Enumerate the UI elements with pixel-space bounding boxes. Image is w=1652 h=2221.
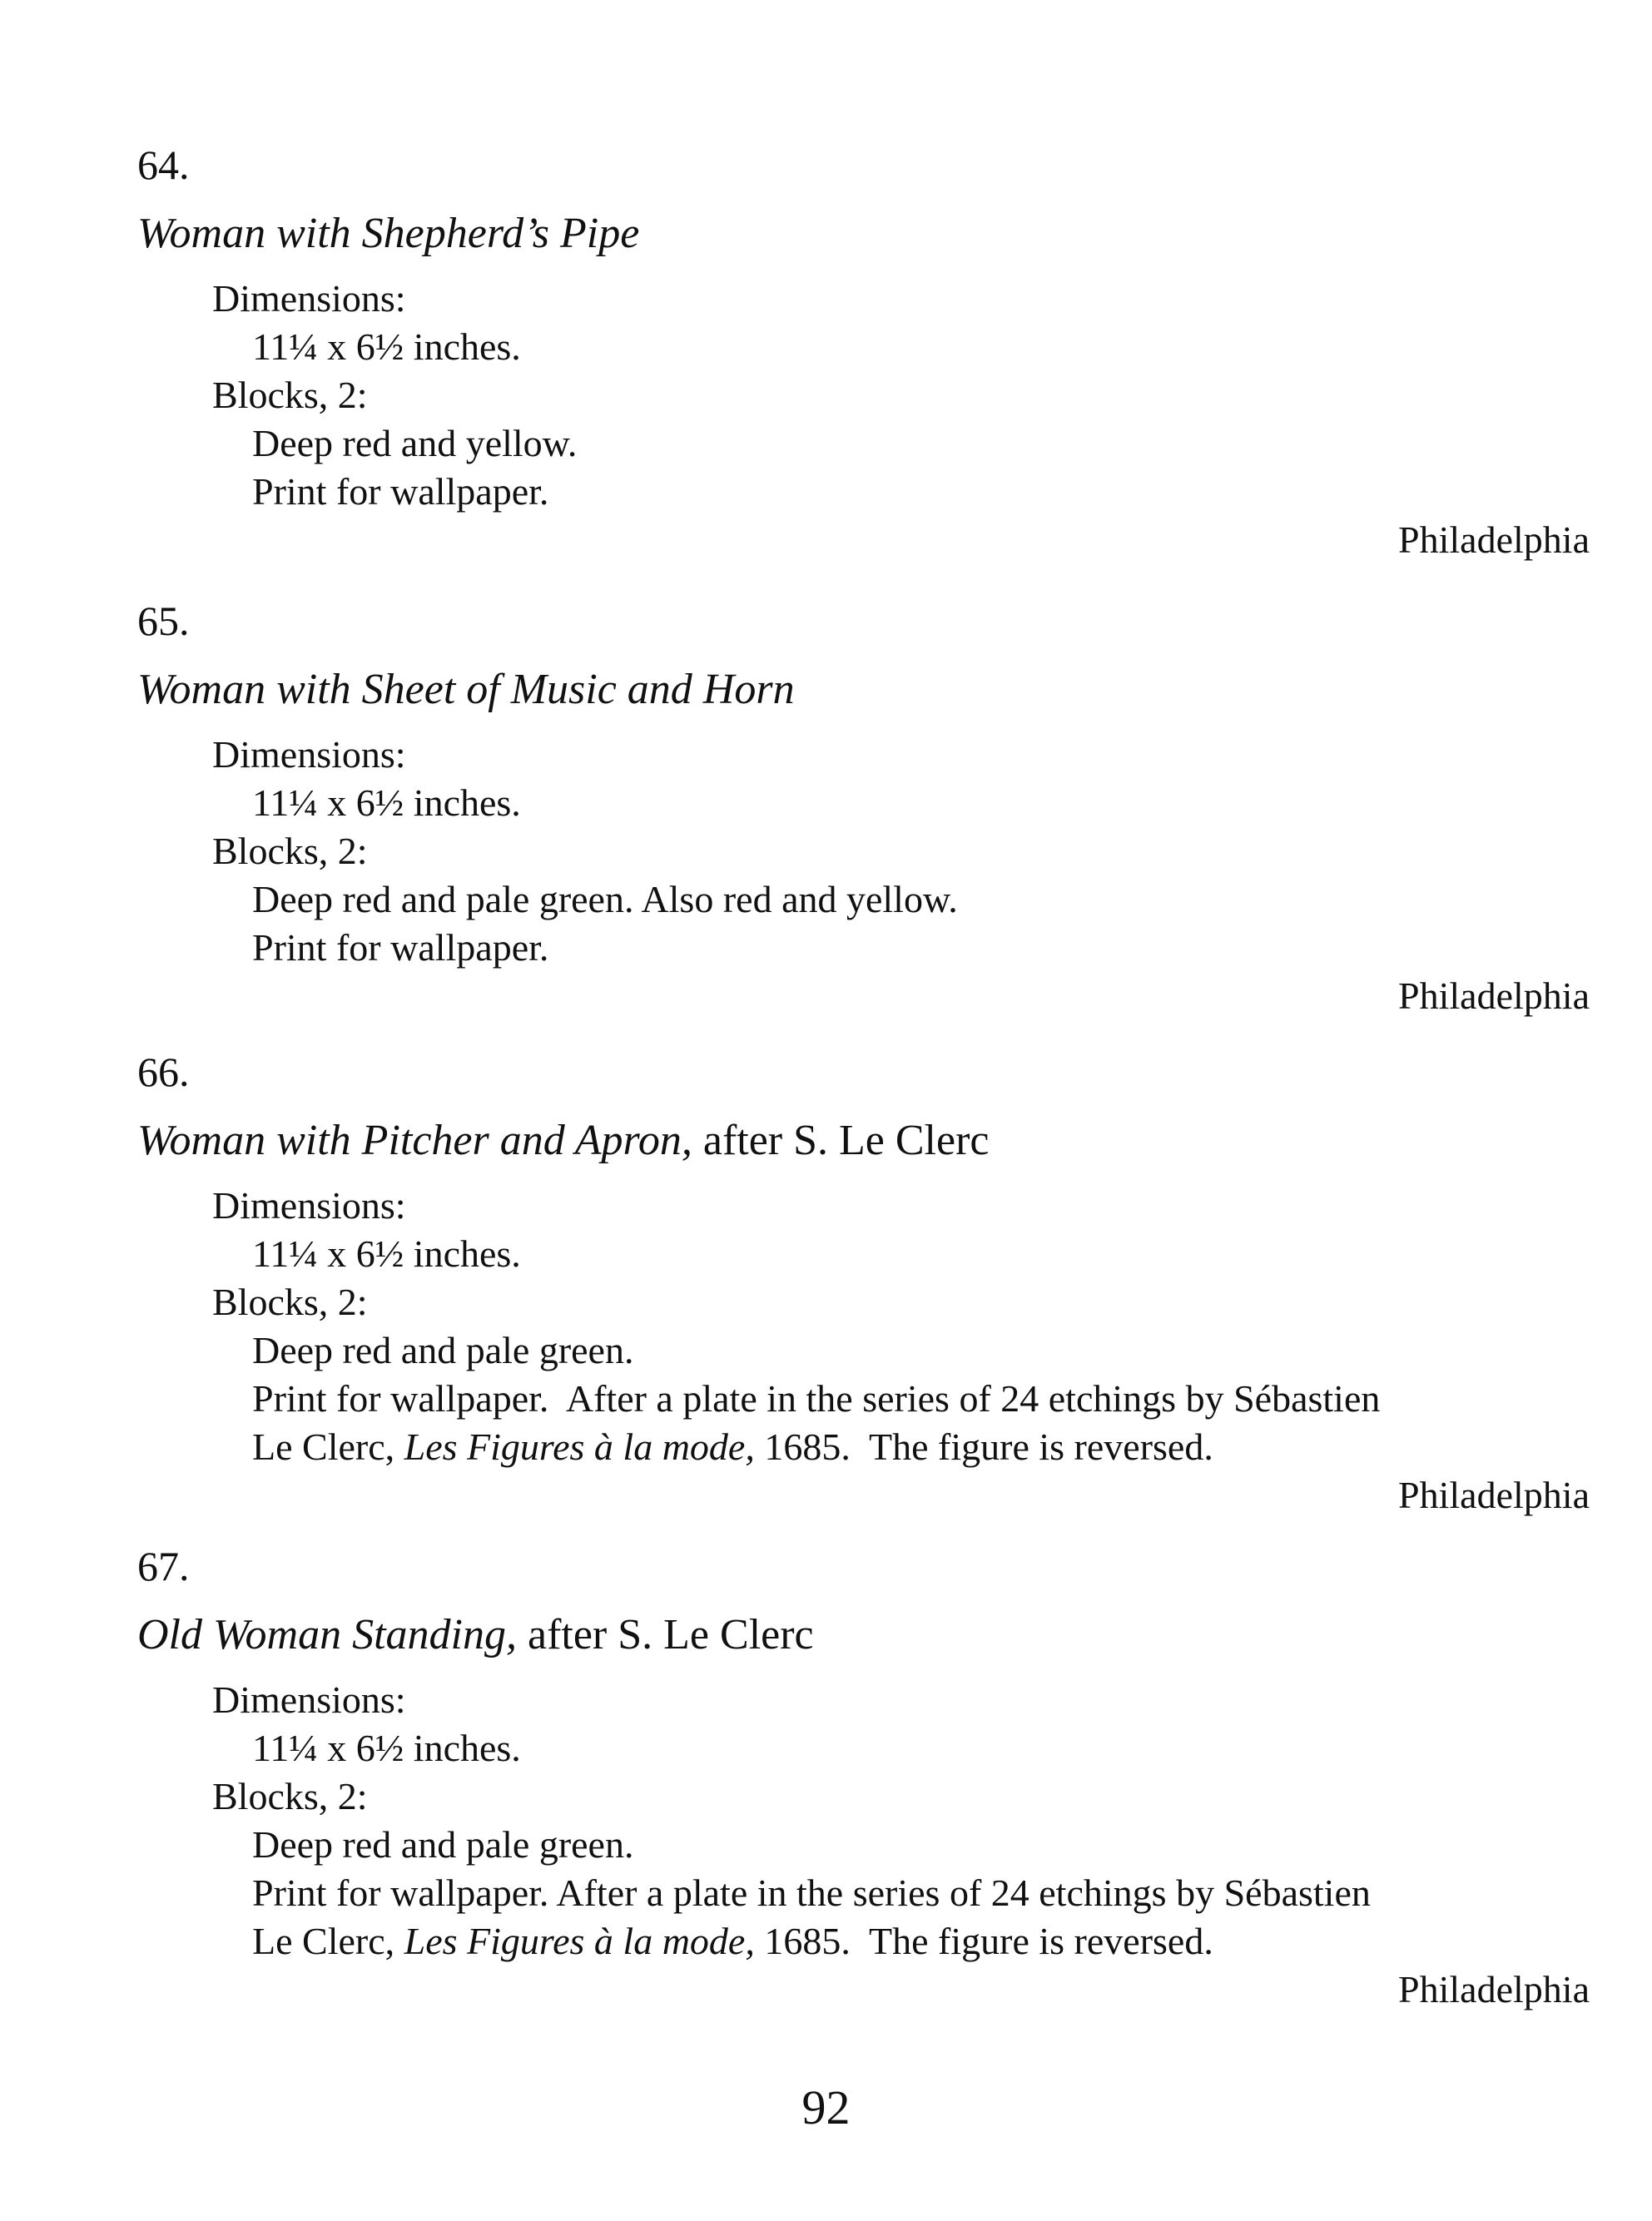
blocks-label: Blocks, 2: xyxy=(212,830,368,872)
dimensions-value: 11¼ x 6½ inches. xyxy=(252,1727,521,1769)
collection-location: Philadelphia xyxy=(1398,974,1590,1017)
blocks-label: Blocks, 2: xyxy=(212,1775,368,1817)
note-text: Le Clerc, xyxy=(252,1425,404,1468)
publication-title: Les Figures à la mode, xyxy=(404,1425,755,1468)
block-colors: Deep red and pale green. xyxy=(252,1329,634,1371)
entry-number: 65. xyxy=(137,597,190,644)
dimensions-value: 11¼ x 6½ inches. xyxy=(252,1232,521,1275)
entry-number: 64. xyxy=(137,141,190,188)
entry-title-suffix: after S. Le Clerc xyxy=(517,1611,814,1658)
collection-location: Philadelphia xyxy=(1398,1968,1590,2010)
note-text: 1685. The figure is reversed. xyxy=(754,1920,1213,1962)
entry-note-line-2 xyxy=(137,1917,1590,1966)
collection-location: Philadelphia xyxy=(1398,1474,1590,1516)
page-number: 92 xyxy=(801,2080,851,2134)
dimensions-label: Dimensions: xyxy=(212,277,406,320)
entry-note-line-2 xyxy=(137,1423,1590,1471)
entry-title xyxy=(137,208,1590,260)
collection-location: Philadelphia xyxy=(1398,518,1590,561)
entry-title-italic: Woman with Shepherd’s Pipe xyxy=(137,210,640,257)
entry-title xyxy=(137,664,1590,716)
entry-title xyxy=(137,1609,1590,1661)
block-colors: Deep red and pale green. xyxy=(252,1823,634,1866)
entry-note: Print for wallpaper. xyxy=(252,470,549,513)
entry-note-line-1: Print for wallpaper. After a plate in the series of 24 etchings by Sébastien xyxy=(252,1377,1381,1420)
blocks-label: Blocks, 2: xyxy=(212,1281,368,1323)
block-colors: Deep red and pale green. Also red and yellow. xyxy=(252,878,958,920)
entry-title xyxy=(137,1115,1590,1167)
catalog-entry-66 xyxy=(137,1047,1590,1520)
catalog-entry-67 xyxy=(137,1541,1590,2014)
entry-title-italic: Woman with Pitcher and Apron, xyxy=(137,1117,692,1164)
catalog-entry-64 xyxy=(137,140,1590,564)
block-colors: Deep red and yellow. xyxy=(252,422,578,464)
entry-title-italic: Woman with Sheet of Music and Horn xyxy=(137,666,795,713)
blocks-label: Blocks, 2: xyxy=(212,374,368,416)
publication-title: Les Figures à la mode, xyxy=(404,1920,755,1962)
dimensions-label: Dimensions: xyxy=(212,1184,406,1227)
entry-title-italic: Old Woman Standing, xyxy=(137,1611,517,1658)
entry-number: 67. xyxy=(137,1543,190,1589)
entry-title-suffix: after S. Le Clerc xyxy=(692,1117,990,1164)
dimensions-label: Dimensions: xyxy=(212,733,406,776)
dimensions-value: 11¼ x 6½ inches. xyxy=(252,781,521,824)
dimensions-value: 11¼ x 6½ inches. xyxy=(252,325,521,368)
entry-number: 66. xyxy=(137,1049,190,1095)
note-text: Le Clerc, xyxy=(252,1920,404,1962)
entry-note: Print for wallpaper. xyxy=(252,926,549,969)
dimensions-label: Dimensions: xyxy=(212,1678,406,1721)
entry-note-line-1: Print for wallpaper. After a plate in the series of 24 etchings by Sébastien xyxy=(252,1871,1371,1914)
note-text: 1685. The figure is reversed. xyxy=(754,1425,1213,1468)
catalog-entry-65 xyxy=(137,596,1590,1020)
